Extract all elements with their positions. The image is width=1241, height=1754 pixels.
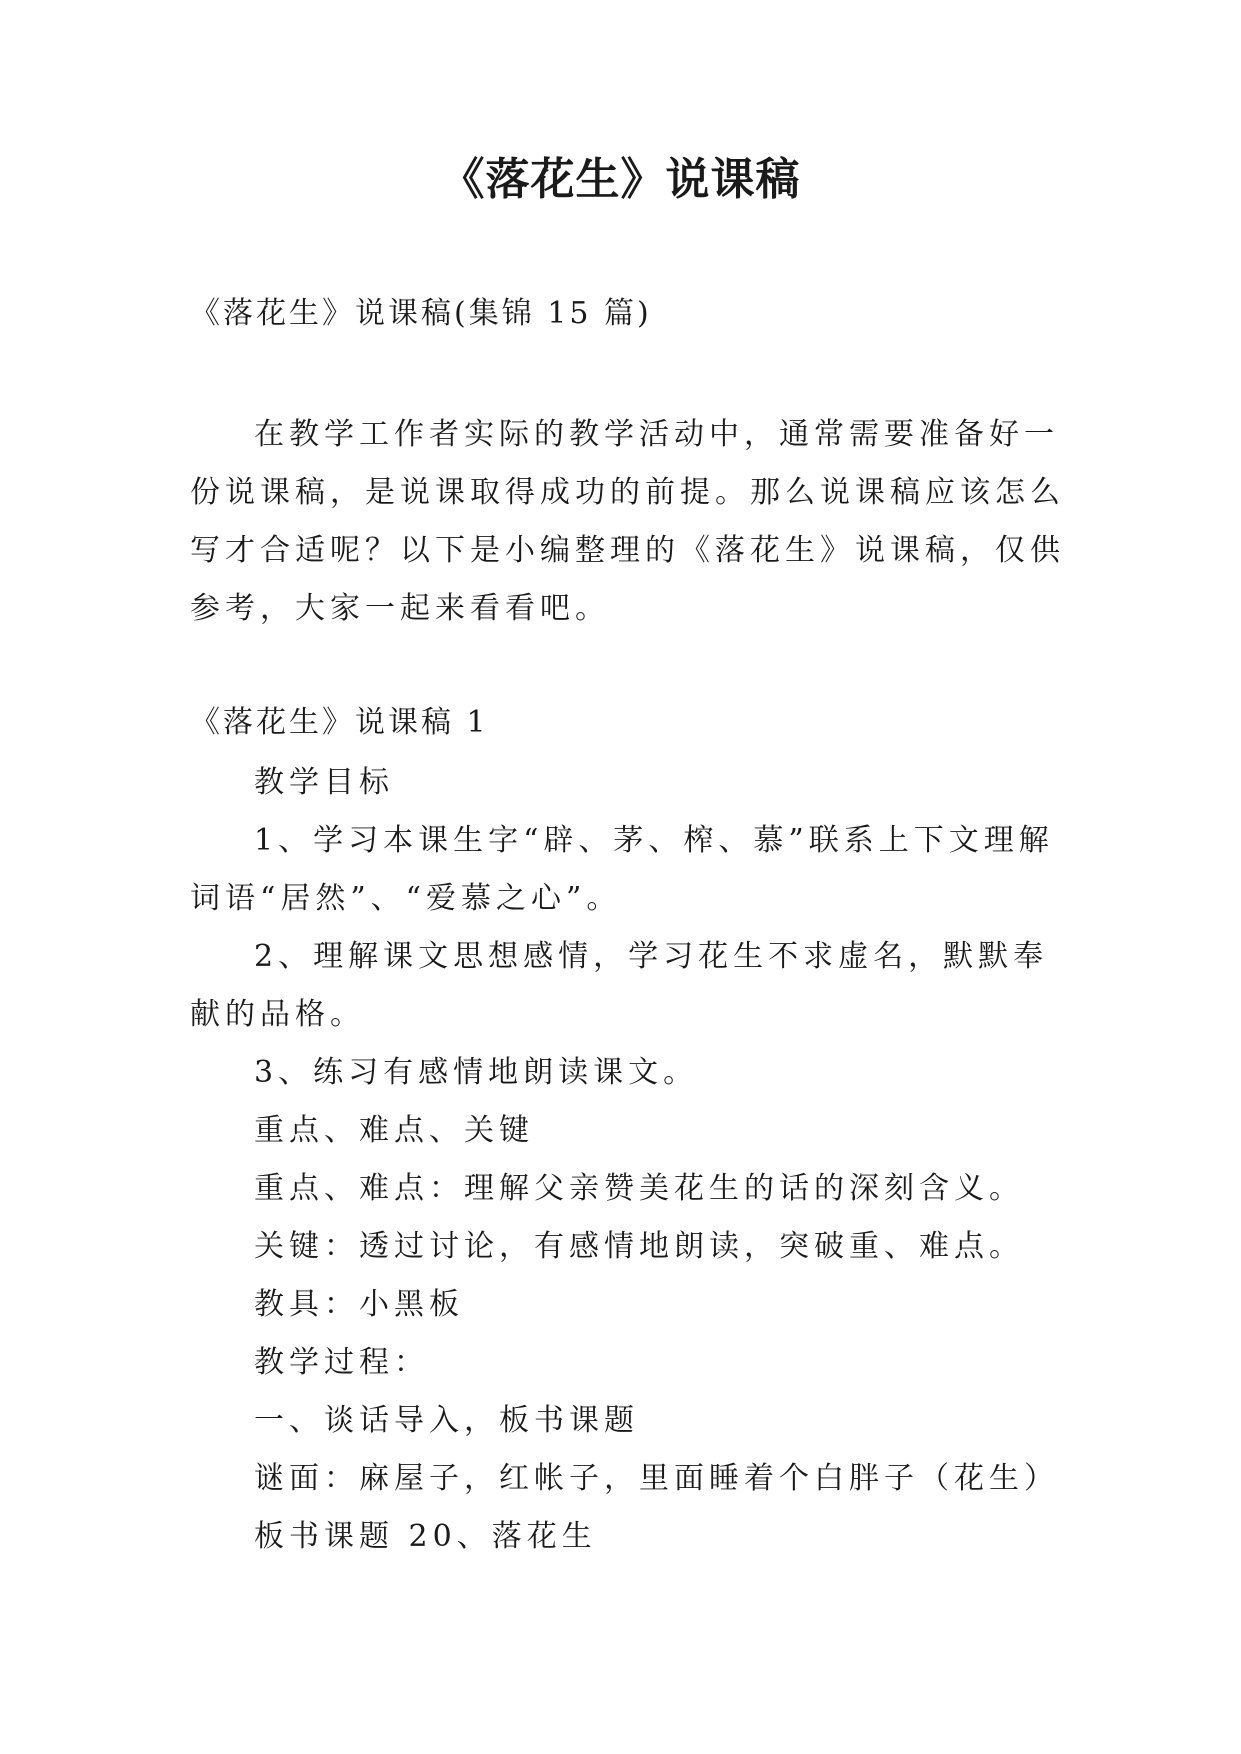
paragraph-goal-2: 2、理解课文思想感情，学习花生不求虚名，默默奉献的品格。 (190, 939, 1049, 1032)
paragraph-key-difficulty: 重点、难点：理解父亲赞美花生的话的深刻含义。 (254, 1171, 1024, 1206)
intro-paragraph: 在教学工作者实际的教学活动中，通常需要准备好一份说课稿，是说课取得成功的前提。那么说课稿应该怎么写才合适呢？以下是小编整理的《落花生》说课稿，仅供参考，大家一起来看看吧。 (190, 417, 1065, 626)
paragraph-teaching-aids: 教具：小黑板 (254, 1287, 464, 1322)
paragraph-goal-1: 1、学习本课生字“辟、茅、榨、慕”联系上下文理解词语“居然”、“爱慕之心”。 (190, 823, 1054, 916)
paragraph-key-points-heading: 重点、难点、关键 (254, 1113, 534, 1148)
paragraph-goal-3: 3、练习有感情地朗读课文。 (254, 1055, 699, 1090)
paragraph-riddle: 谜面：麻屋子，红帐子，里面睡着个白胖子（花生） (254, 1461, 1059, 1496)
paragraph-teaching-process: 教学过程： (254, 1345, 429, 1380)
paragraph-key: 关键：透过讨论，有感情地朗读，突破重、难点。 (254, 1229, 1024, 1264)
section-title: 《落花生》说课稿 1 (190, 705, 489, 740)
document-subtitle: 《落花生》说课稿(集锦 15 篇) (190, 296, 652, 331)
paragraph-board-title: 板书课题 20、落花生 (254, 1519, 597, 1554)
paragraph-step-1: 一、谈话导入，板书课题 (254, 1403, 639, 1438)
section-body (190, 754, 1070, 1566)
paragraph-teaching-goals: 教学目标 (254, 765, 394, 800)
document-title: 《落花生》说课稿 (440, 154, 801, 205)
